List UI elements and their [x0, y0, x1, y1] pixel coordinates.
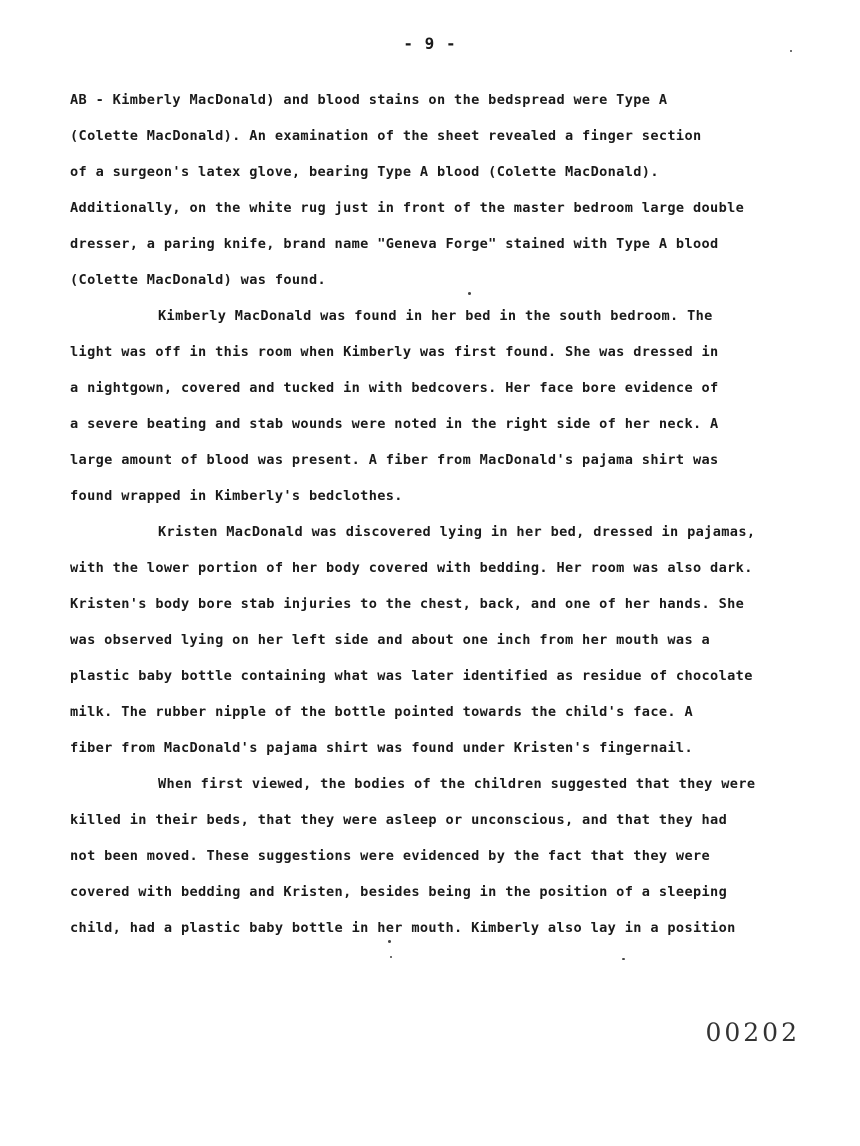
- text-line: milk. The rubber nipple of the bottle pointed towards the child's face. A: [70, 704, 693, 720]
- scan-speck: [622, 958, 625, 960]
- text-line: AB - Kimberly MacDonald) and blood stains on the bedspread were Type A: [70, 92, 668, 108]
- text-line: plastic baby bottle containing what was later identified as residue of chocolate: [70, 668, 753, 684]
- text-line: Additionally, on the white rug just in front of the master bedroom large double: [70, 200, 745, 216]
- text-line: child, had a plastic baby bottle in her mouth. Kimberly also lay in a position: [70, 920, 736, 936]
- page-number: - 9 -: [403, 34, 457, 53]
- body-text: [70, 88, 830, 952]
- archive-number: 00202: [705, 1018, 800, 1047]
- scan-speck: [388, 940, 391, 943]
- text-line: Kimberly MacDonald was found in her bed in the south bedroom. The: [158, 308, 713, 324]
- paragraph: [70, 520, 830, 772]
- text-line: a nightgown, covered and tucked in with bedcovers. Her face bore evidence of: [70, 380, 719, 396]
- text-line: fiber from MacDonald's pajama shirt was found under Kristen's fingernail.: [70, 740, 693, 756]
- text-line: found wrapped in Kimberly's bedclothes.: [70, 488, 403, 504]
- scan-speck: [390, 956, 392, 958]
- paragraph: [70, 88, 830, 304]
- text-line: (Colette MacDonald). An examination of the sheet revealed a finger section: [70, 128, 702, 144]
- text-line: Kristen MacDonald was discovered lying in her bed, dressed in pajamas,: [158, 524, 756, 540]
- text-line: dresser, a paring knife, brand name "Geneva Forge" stained with Type A blood: [70, 236, 719, 252]
- text-line: light was off in this room when Kimberly was first found. She was dressed in: [70, 344, 719, 360]
- text-line: covered with bedding and Kristen, besides being in the position of a sleeping: [70, 884, 728, 900]
- text-line: killed in their beds, that they were asleep or unconscious, and that they had: [70, 812, 728, 828]
- paragraph: [70, 772, 830, 952]
- text-line: with the lower portion of her body covered with bedding. Her room was also dark.: [70, 560, 753, 576]
- text-line: a severe beating and stab wounds were noted in the right side of her neck. A: [70, 416, 719, 432]
- text-line: was observed lying on her left side and about one inch from her mouth was a: [70, 632, 711, 648]
- text-line: of a surgeon's latex glove, bearing Type A blood (Colette MacDonald).: [70, 164, 659, 180]
- scan-speck: [790, 50, 792, 52]
- text-line: large amount of blood was present. A fiber from MacDonald's pajama shirt was: [70, 452, 719, 468]
- text-line: not been moved. These suggestions were evidenced by the fact that they were: [70, 848, 711, 864]
- text-line: When first viewed, the bodies of the children suggested that they were: [158, 776, 756, 792]
- text-line: (Colette MacDonald) was found.: [70, 272, 327, 288]
- paragraph: [70, 304, 830, 520]
- scan-speck: [468, 292, 471, 295]
- text-line: Kristen's body bore stab injuries to the chest, back, and one of her hands. She: [70, 596, 745, 612]
